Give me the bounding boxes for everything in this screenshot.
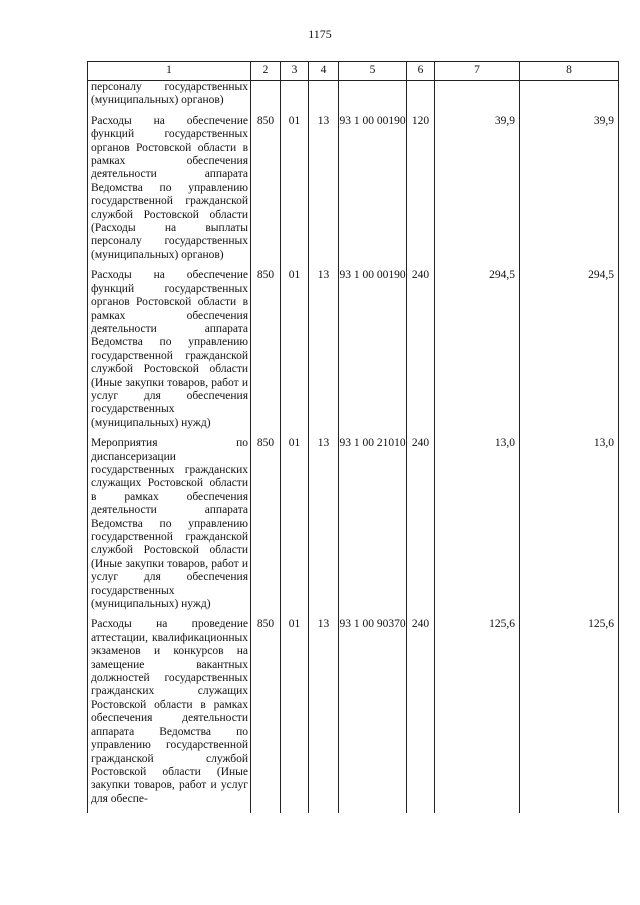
row-description: Расходы на проведение аттестации, квалификационных экзаменов и конкурсов на замещение вакантных должностей государственных гражданских служащих Ростовской области в рамках обеспечения деятельности аппарата Ведомства по управлению государственной гражданской службой Ростовской области (Иные закупки товаров, работ и услуг для обеспе- [88, 618, 251, 813]
col-header-6: 6 [407, 62, 435, 81]
row-col-7: 294,5 [435, 269, 520, 437]
row-col-5: 93 1 00 90370 [339, 618, 407, 813]
row-description: Мероприятия по диспансеризации государственных гражданских служащих Ростовской области в рамках обеспечения деятельности аппарата Ведомства по управлению государственной гражданской службой Ростовской области (Иные закупки товаров, работ и услуг для обеспечения государственных (муниципальных) нужд) [88, 437, 251, 618]
row-description: Расходы на обеспечение функций государственных органов Ростовской области в рамках обеспечения деятельности аппарата Ведомства по управлению государственной гражданской службой Ростовской области (Расходы на выплаты персоналу государственных (муниципальных) органов) [88, 115, 251, 269]
table-row [88, 115, 619, 269]
row-col-4: 13 [309, 618, 339, 813]
row-col-2: 850 [251, 618, 281, 813]
row-col-6: 240 [407, 618, 435, 813]
row-col-3: 01 [281, 115, 309, 269]
row-col-4: 13 [309, 437, 339, 618]
table-row [88, 618, 619, 813]
col-header-8: 8 [520, 62, 619, 81]
header-row [88, 62, 619, 81]
row-col-2: 850 [251, 269, 281, 437]
row-description: Расходы на обеспечение функций государственных органов Ростовской области в рамках обеспечения деятельности аппарата Ведомства по управлению государственной гражданской службой Ростовской области (Иные закупки товаров, работ и услуг для обеспечения государственных (муниципальных) нужд) [88, 269, 251, 437]
col-header-1: 1 [88, 62, 251, 81]
col-header-7: 7 [435, 62, 520, 81]
row-col-8: 13,0 [520, 437, 619, 618]
row-col-5: 93 1 00 00190 [339, 269, 407, 437]
row-col-8: 39,9 [520, 115, 619, 269]
row-col-7: 13,0 [435, 437, 520, 618]
row-col-8: 125,6 [520, 618, 619, 813]
col-header-3: 3 [281, 62, 309, 81]
row-col-5: 93 1 00 21010 [339, 437, 407, 618]
row-col-3: 01 [281, 269, 309, 437]
row-col-6: 240 [407, 437, 435, 618]
page-number: 1175 [308, 27, 332, 41]
row-col-6: 120 [407, 115, 435, 269]
budget-table [87, 61, 619, 813]
col-header-2: 2 [251, 62, 281, 81]
table-row [88, 437, 619, 618]
continuation-row [88, 81, 619, 115]
continuation-text: персоналу государственных (муниципальных) органов) [88, 81, 251, 115]
row-col-3: 01 [281, 618, 309, 813]
row-col-4: 13 [309, 115, 339, 269]
row-col-5: 93 1 00 00190 [339, 115, 407, 269]
row-col-3: 01 [281, 437, 309, 618]
row-col-2: 850 [251, 115, 281, 269]
row-col-7: 39,9 [435, 115, 520, 269]
row-col-7: 125,6 [435, 618, 520, 813]
row-col-2: 850 [251, 437, 281, 618]
row-col-8: 294,5 [520, 269, 619, 437]
col-header-5: 5 [339, 62, 407, 81]
table-row [88, 269, 619, 437]
row-col-6: 240 [407, 269, 435, 437]
row-col-4: 13 [309, 269, 339, 437]
col-header-4: 4 [309, 62, 339, 81]
